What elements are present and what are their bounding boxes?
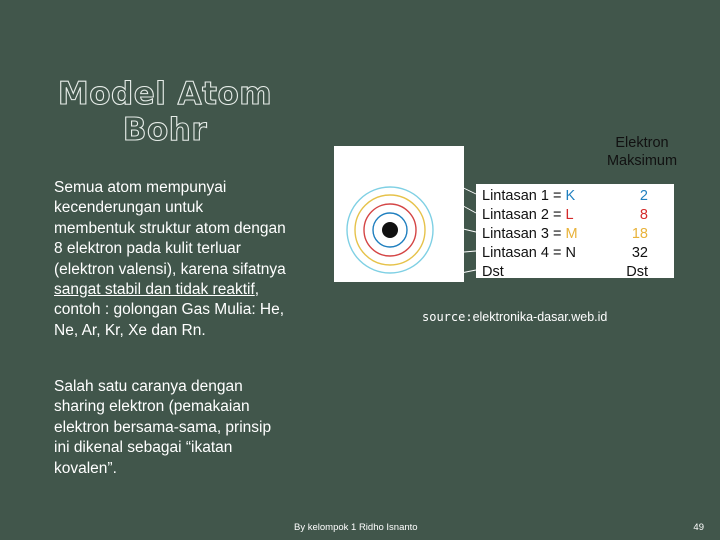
source-value: elektronika-dasar.web.id <box>472 310 608 324</box>
max-electrons-n: 32 <box>631 245 648 261</box>
legend-row-label <box>482 245 576 261</box>
orbit-letter-n: N <box>565 245 576 261</box>
legend-row-k <box>482 187 672 206</box>
legend-row-label <box>482 226 578 242</box>
paragraph-1-text: Semua atom mempunyai kecenderungan untuk membentuk struktur atom dengan 8 elektron pada kulit terluar (elektron valensi), karena sifatnya <box>54 179 286 278</box>
footer-author: By kelompok 1 Ridho Isnanto <box>294 522 418 533</box>
orbit-letter-k: K <box>565 188 576 204</box>
diagram-background <box>334 146 464 282</box>
paragraph-1-underlined-text: sangat stabil dan tidak reaktif <box>54 281 255 299</box>
legend-row-m <box>482 225 672 244</box>
paragraph-covalent-bond: Salah satu caranya dengan sharing elektron (pemakaian elektron bersama-sama, prinsip ini dikenal sebagai “ikatan kovalen”. <box>54 378 272 477</box>
max-electrons-l: 8 <box>639 207 648 223</box>
paragraph-1-text-end: , contoh : golongan Gas Mulia: He, Ne, Ar, Kr, Xe dan Rn. <box>54 281 285 339</box>
orbit-letter-l: L <box>565 207 574 223</box>
max-electrons-k: 2 <box>639 188 648 204</box>
orbit-label-prefix: Lintasan 4 = <box>482 245 566 261</box>
legend-row-label <box>482 207 574 223</box>
orbit-label-prefix: Lintasan 2 = <box>482 207 566 223</box>
orbit-label-prefix: Lintasan 1 = <box>482 188 566 204</box>
page-number: 49 <box>693 522 704 533</box>
legend-row-n <box>482 244 672 263</box>
paragraph-atom-stability <box>54 178 286 341</box>
orbit-label-prefix: Dst <box>482 264 504 280</box>
max-electrons-m: 18 <box>631 226 648 242</box>
source-credit <box>422 310 607 324</box>
legend-row-label <box>482 188 575 204</box>
orbit-label-prefix: Lintasan 3 = <box>482 226 566 242</box>
legend-row-label <box>482 264 504 280</box>
source-label: source: <box>422 310 473 324</box>
orbit-legend-table <box>476 184 674 278</box>
orbit-letter-m: M <box>565 226 578 242</box>
legend-row-dst <box>482 263 672 282</box>
max-electrons-dst: Dst <box>626 264 648 280</box>
max-electrons-header: Elektron Maksimum <box>606 135 678 169</box>
legend-row-l <box>482 206 672 225</box>
slide-title: Model Atom Bohr <box>57 76 273 148</box>
nucleus <box>382 222 398 238</box>
